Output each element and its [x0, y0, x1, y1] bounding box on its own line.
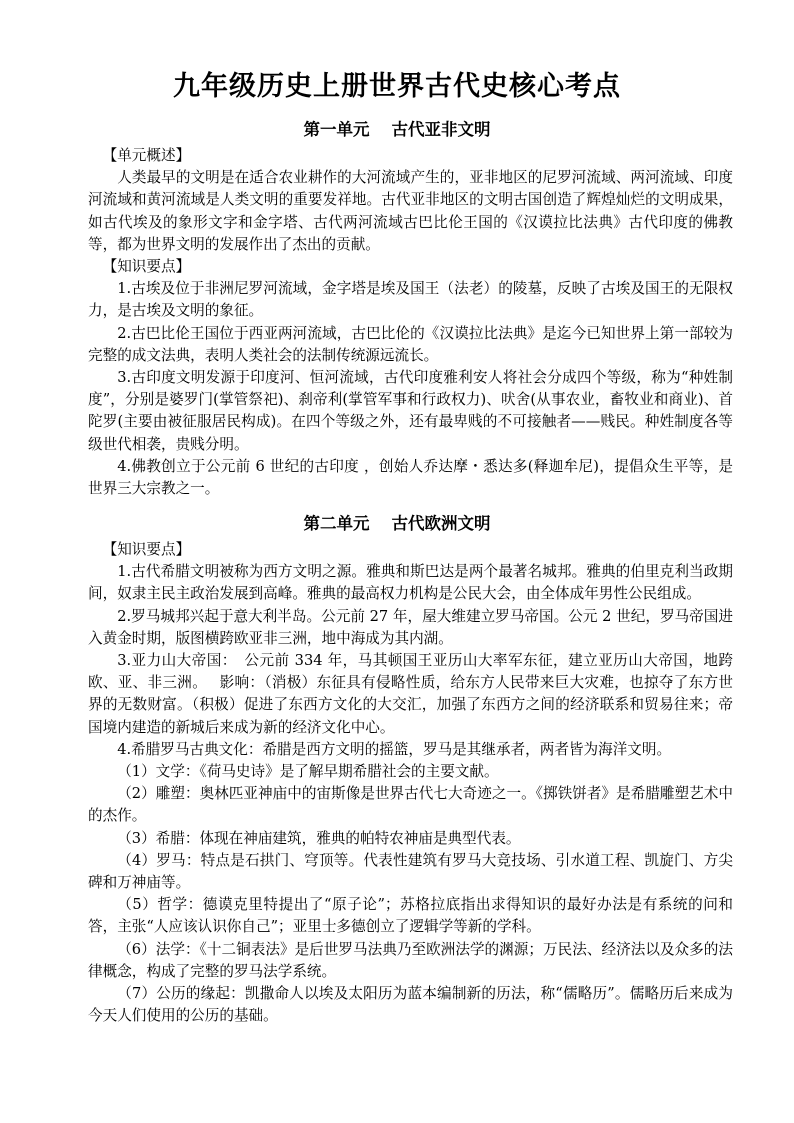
- unit2-point: 1.古代希腊文明被称为西方文明之源。雅典和斯巴达是两个最著名城邦。雅典的伯里克利当政期间，奴隶主民主政治发展到高峰。雅典的最高权力机构是公民大会，由全体成年男性公民组成。: [88, 563, 733, 603]
- unit2-subpoint: （5）哲学：德谟克里特提出了“原子论”；苏格拉底指出求得知识的最好办法是有系统的问和答，主张“人应该认识你自己”；亚里士多德创立了逻辑学等新的学科。: [88, 896, 733, 936]
- unit1-heading: [0, 116, 794, 140]
- unit2-point: 4.希腊罗马古典文化：希腊是西方文明的摇篮，罗马是其继承者，两者皆为海洋文明。: [117, 740, 672, 758]
- unit1-overview-text: 人类最早的文明是在适合农业耕作的大河流域产生的，亚非地区的尼罗河流域、两河流域、印度河流域和黄河流域是人类文明的重要发祥地。古代亚非地区的文明古国创造了辉煌灿烂的文明成果，如古代埃及的象形文字和金字塔、古代两河流域古巴比伦王国的《汉谟拉比法典》古代印度的佛教等，都为世界文明的发展作出了杰出的贡献。: [88, 169, 733, 253]
- unit2-heading-name: 古代欧洲文明: [391, 514, 491, 533]
- unit2-heading: [0, 510, 794, 534]
- unit1-point: 1.古埃及位于非洲尼罗河流域，金字塔是埃及国王（法老）的陵墓，反映了古埃及国王的无限权力，是古埃及文明的象征。: [88, 280, 733, 320]
- page-title: 九年级历史上册世界古代史核心考点: [173, 71, 621, 102]
- unit1-points-label: 【知识要点】: [102, 258, 191, 276]
- unit2-subpoint: （6）法学：《十二铜表法》是后世罗马法典乃至欧洲法学的渊源；万民法、经济法以及众多的法律概念，构成了完整的罗马法学系统。: [88, 940, 733, 980]
- unit1-point: 3.古印度文明发源于印度河、恒河流域，古代印度雅利安人将社会分成四个等级，称为“种姓制度”，分别是婆罗门(掌管祭祀)、刹帝利(掌管军事和行政权力)、吠舍(从事农业，畜牧业和商业)、首陀罗(主要由被征服居民构成)。在四个等级之外，还有最卑贱的不可接触者——贱民。种姓制度各等级世代相袭，贵贱分明。: [88, 369, 733, 453]
- unit2-body: [88, 539, 733, 1027]
- unit1-point: 2.古巴比伦王国位于西亚两河流域，古巴比伦的《汉谟拉比法典》是迄今已知世界上第一部较为完整的成文法典，表明人类社会的法制传统源远流长。: [88, 324, 733, 364]
- unit1-overview-label: 【单元概述】: [102, 147, 191, 164]
- unit2-point: 3.亚力山大帝国： 公元前 334 年，马其顿国王亚历山大率军东征，建立亚历山大帝国，地跨欧、亚、非三洲。 影响：（消极）东征具有侵略性质，给东方人民带来巨大灾难，也掠夺了东方世界的无数财富。（积极）促进了东西方文化的大交汇，加强了东西方之间的经济联系和贸易往来；帝国境内建造的新城后来成为新的经济文化中心。: [88, 652, 733, 736]
- unit1-heading-name: 古代亚非文明: [391, 120, 491, 139]
- unit2-subpoint: （7）公历的缘起：凯撒命人以埃及太阳历为蓝本编制新的历法，称“儒略历”。儒略历后来成为今天人们使用的公历的基础。: [88, 985, 733, 1025]
- unit2-points-label: 【知识要点】: [102, 541, 191, 558]
- unit2-subpoint: （3）希腊：体现在神庙建筑，雅典的帕特农神庙是典型代表。: [117, 829, 521, 847]
- unit2-heading-number: 第二单元: [303, 514, 370, 533]
- unit1-point: 4.佛教创立于公元前 6 世纪的古印度 ，创始人乔达摩・悉达多(释迦牟尼)，提倡众生平等，是世界三大宗教之一。: [88, 457, 733, 498]
- unit1-body: [88, 145, 733, 500]
- unit2-subpoint: （4）罗马：特点是石拱门、穹顶等。代表性建筑有罗马大竞技场、引水道工程、凯旋门、方尖碑和万神庙等。: [88, 851, 733, 892]
- unit2-subpoint: （1）文学：《荷马史诗》是了解早期希腊社会的主要文献。: [117, 763, 499, 781]
- unit1-heading-number: 第一单元: [303, 120, 370, 139]
- unit2-subpoint: （2）雕塑：奥林匹亚神庙中的宙斯像是世界古代七大奇迹之一。《掷铁饼者》是希腊雕塑艺术中的杰作。: [88, 785, 733, 825]
- unit2-point: 2.罗马城邦兴起于意大利半岛。公元前 27 年，屋大维建立罗马帝国。公元 2 世纪，罗马帝国进入黄金时期，版图横跨欧亚非三洲，地中海成为其内湖。: [88, 607, 733, 647]
